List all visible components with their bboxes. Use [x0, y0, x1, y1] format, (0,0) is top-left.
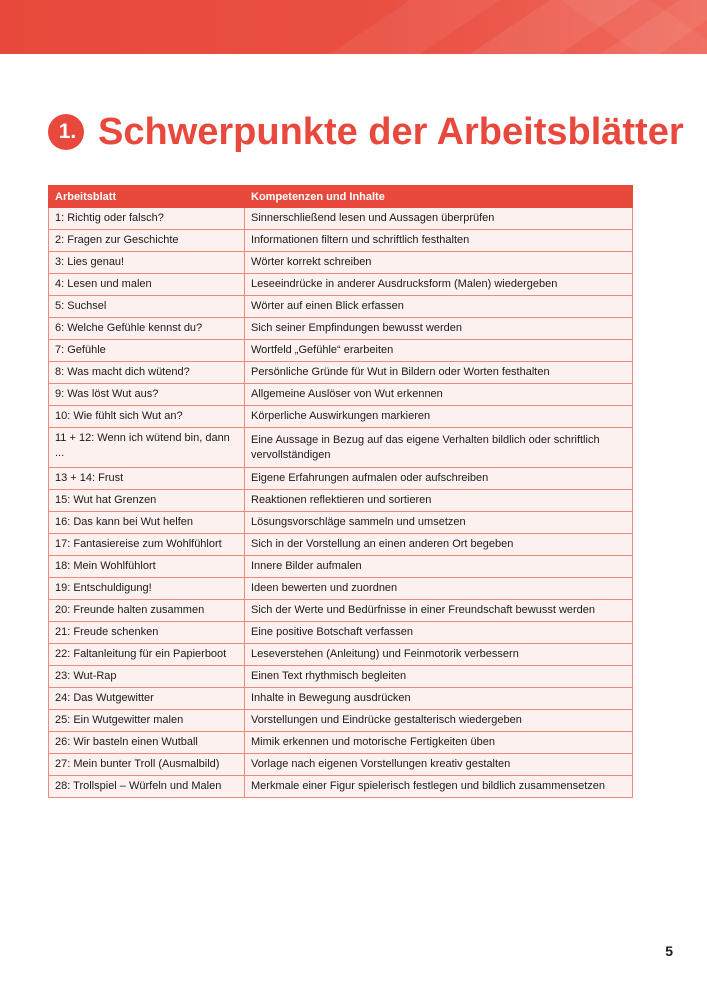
- competency-cell: Leseeindrücke in anderer Ausdrucksform (Malen) wiedergeben: [245, 274, 633, 296]
- competency-cell: Reaktionen reflektieren und sortieren: [245, 490, 633, 512]
- worksheet-cell: 27: Mein bunter Troll (Ausmalbild): [49, 754, 245, 776]
- competency-cell: Sich der Werte und Bedürfnisse in einer Freundschaft bewusst werden: [245, 600, 633, 622]
- competency-cell: Eigene Erfahrungen aufmalen oder aufschreiben: [245, 468, 633, 490]
- table-row: [49, 490, 633, 512]
- table-row: [49, 428, 633, 468]
- competency-cell: Vorstellungen und Eindrücke gestalterisch wiedergeben: [245, 710, 633, 732]
- worksheet-cell: 9: Was löst Wut aus?: [49, 384, 245, 406]
- competency-cell: Wortfeld „Gefühle“ erarbeiten: [245, 340, 633, 362]
- worksheet-cell: 19: Entschuldigung!: [49, 578, 245, 600]
- section-heading: [48, 104, 684, 160]
- page-number: 5: [665, 943, 673, 959]
- worksheet-cell: 1: Richtig oder falsch?: [49, 208, 245, 230]
- worksheet-cell: 3: Lies genau!: [49, 252, 245, 274]
- worksheet-cell: 16: Das kann bei Wut helfen: [49, 512, 245, 534]
- table-row: [49, 776, 633, 798]
- column-header-worksheet: Arbeitsblatt: [49, 186, 245, 208]
- table-row: [49, 230, 633, 252]
- table-row: [49, 688, 633, 710]
- competency-cell: Innere Bilder aufmalen: [245, 556, 633, 578]
- banner-decoration: [0, 0, 707, 54]
- competency-cell: Mimik erkennen und motorische Fertigkeiten üben: [245, 732, 633, 754]
- worksheet-cell: 22: Faltanleitung für ein Papierboot: [49, 644, 245, 666]
- table-row: [49, 384, 633, 406]
- header-banner: [0, 0, 707, 54]
- page-title: Schwerpunkte der Arbeitsblätter: [98, 110, 684, 153]
- table-row: [49, 512, 633, 534]
- competency-cell: Merkmale einer Figur spielerisch festlegen und bildlich zusammensetzen: [245, 776, 633, 798]
- competency-cell: Eine positive Botschaft verfassen: [245, 622, 633, 644]
- table-row: [49, 362, 633, 384]
- competency-cell: Wörter korrekt schreiben: [245, 252, 633, 274]
- worksheet-cell: 24: Das Wutgewitter: [49, 688, 245, 710]
- worksheet-cell: 21: Freude schenken: [49, 622, 245, 644]
- worksheet-cell: 26: Wir basteln einen Wutball: [49, 732, 245, 754]
- worksheet-cell: 5: Suchsel: [49, 296, 245, 318]
- column-header-competencies: Kompetenzen und Inhalte: [245, 186, 633, 208]
- worksheet-cell: 13 + 14: Frust: [49, 468, 245, 490]
- competency-cell: Allgemeine Auslöser von Wut erkennen: [245, 384, 633, 406]
- table-row: [49, 340, 633, 362]
- worksheet-table: [48, 185, 633, 798]
- table-row: [49, 208, 633, 230]
- competency-cell: Sinnerschließend lesen und Aussagen überprüfen: [245, 208, 633, 230]
- table-row: [49, 252, 633, 274]
- table-row: [49, 534, 633, 556]
- worksheet-cell: 10: Wie fühlt sich Wut an?: [49, 406, 245, 428]
- worksheet-cell: 20: Freunde halten zusammen: [49, 600, 245, 622]
- competency-cell: Inhalte in Bewegung ausdrücken: [245, 688, 633, 710]
- table-row: [49, 556, 633, 578]
- worksheet-cell: 8: Was macht dich wütend?: [49, 362, 245, 384]
- worksheet-cell: 23: Wut-Rap: [49, 666, 245, 688]
- table-row: [49, 754, 633, 776]
- worksheet-cell: 25: Ein Wutgewitter malen: [49, 710, 245, 732]
- competency-cell: Einen Text rhythmisch begleiten: [245, 666, 633, 688]
- competency-cell: Ideen bewerten und zuordnen: [245, 578, 633, 600]
- table-row: [49, 296, 633, 318]
- competency-cell: Sich in der Vorstellung an einen anderen Ort begeben: [245, 534, 633, 556]
- table-row: [49, 732, 633, 754]
- competency-cell: Informationen filtern und schriftlich festhalten: [245, 230, 633, 252]
- competency-cell: Vorlage nach eigenen Vorstellungen kreativ gestalten: [245, 754, 633, 776]
- table-row: [49, 644, 633, 666]
- table-row: [49, 468, 633, 490]
- worksheet-cell: 7: Gefühle: [49, 340, 245, 362]
- worksheet-cell: 15: Wut hat Grenzen: [49, 490, 245, 512]
- table-row: [49, 274, 633, 296]
- table-header-row: [49, 186, 633, 208]
- competency-cell: Persönliche Gründe für Wut in Bildern oder Worten festhalten: [245, 362, 633, 384]
- table-row: [49, 318, 633, 340]
- competency-cell: Körperliche Auswirkungen markieren: [245, 406, 633, 428]
- worksheet-cell: 28: Trollspiel – Würfeln und Malen: [49, 776, 245, 798]
- competency-cell: Sich seiner Empfindungen bewusst werden: [245, 318, 633, 340]
- competency-cell: Leseverstehen (Anleitung) und Feinmotorik verbessern: [245, 644, 633, 666]
- table-row: [49, 666, 633, 688]
- worksheet-cell: 17: Fantasiereise zum Wohlfühlort: [49, 534, 245, 556]
- table-row: [49, 578, 633, 600]
- competency-cell: Lösungsvorschläge sammeln und umsetzen: [245, 512, 633, 534]
- worksheet-cell: 11 + 12: Wenn ich wütend bin, dann ...: [49, 428, 245, 468]
- table-row: [49, 406, 633, 428]
- table-row: [49, 710, 633, 732]
- worksheet-cell: 18: Mein Wohlfühlort: [49, 556, 245, 578]
- table-row: [49, 622, 633, 644]
- competency-cell: Wörter auf einen Blick erfassen: [245, 296, 633, 318]
- competency-cell: Eine Aussage in Bezug auf das eigene Verhalten bildlich oder schriftlich vervollständigen: [245, 428, 633, 468]
- table-row: [49, 600, 633, 622]
- worksheet-cell: 2: Fragen zur Geschichte: [49, 230, 245, 252]
- worksheet-cell: 6: Welche Gefühle kennst du?: [49, 318, 245, 340]
- section-number-badge: 1.: [48, 114, 84, 150]
- worksheet-cell: 4: Lesen und malen: [49, 274, 245, 296]
